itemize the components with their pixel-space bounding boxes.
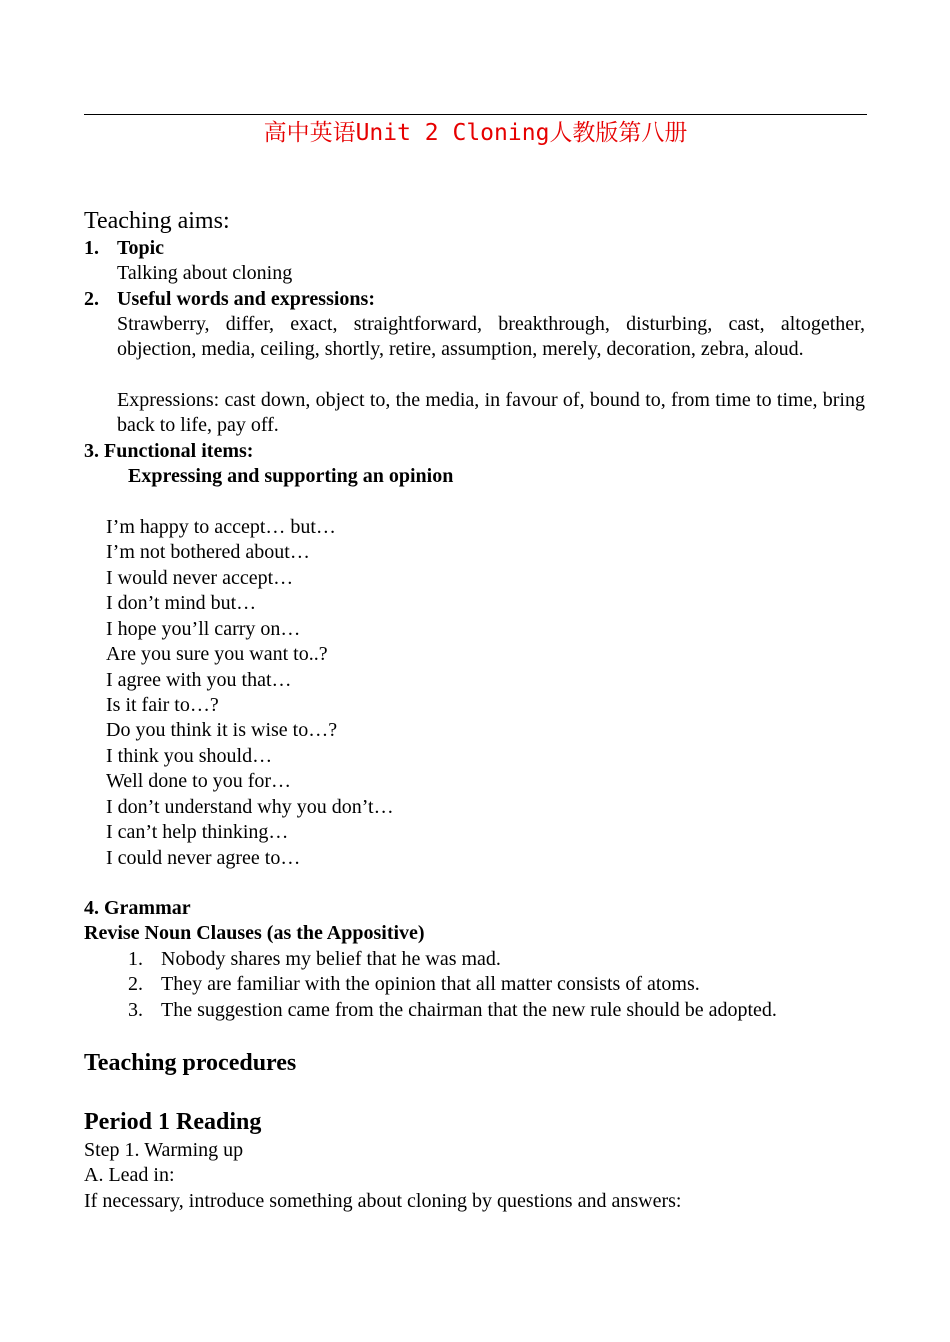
item-1-heading: Topic xyxy=(117,237,165,259)
period-heading: Period 1 Reading xyxy=(84,1109,262,1135)
phrase-item: Is it fair to…? xyxy=(106,694,219,716)
item-2-words: Strawberry, differ, exact, straightforward, breakthrough, disturbing, cast, altogether, objection, media, ceiling, shortly, retire, assumption, merely, decoration, zebra, aloud. xyxy=(117,313,865,361)
example-sentence: The suggestion came from the chairman that the new rule should be adopted. xyxy=(161,999,777,1021)
item-3-heading: 3. Functional items: xyxy=(84,440,254,462)
phrase-item: Are you sure you want to..? xyxy=(106,643,328,665)
item-2-expressions: Expressions: cast down, object to, the media, in favour of, bound to, from time to time, bring back to life, pay off. xyxy=(117,389,865,437)
phrase-item: Do you think it is wise to…? xyxy=(106,719,338,741)
example-sentence: Nobody shares my belief that he was mad. xyxy=(161,948,501,970)
example-number: 1. xyxy=(128,948,143,970)
item-2-number: 2. xyxy=(84,288,99,310)
phrase-item: I don’t mind but… xyxy=(106,592,257,614)
phrase-item: I don’t understand why you don’t… xyxy=(106,796,394,818)
phrase-item: I’m happy to accept… but… xyxy=(106,516,336,538)
item-4-subheading: Revise Noun Clauses (as the Appositive) xyxy=(84,922,425,944)
document-title: 高中英语Unit 2 Cloning人教版第八册 xyxy=(263,120,688,146)
aims-heading: Teaching aims: xyxy=(84,208,230,234)
phrase-item: I agree with you that… xyxy=(106,669,292,691)
phrase-item: I think you should… xyxy=(106,745,273,767)
procedures-heading: Teaching procedures xyxy=(84,1050,297,1076)
step-1-heading: Step 1. Warming up xyxy=(84,1139,244,1161)
item-3-subheading: Expressing and supporting an opinion xyxy=(128,465,454,487)
lead-in-label: A. Lead in: xyxy=(84,1164,175,1186)
example-number: 3. xyxy=(128,999,143,1021)
item-4-heading: 4. Grammar xyxy=(84,897,191,919)
item-2-heading: Useful words and expressions: xyxy=(117,288,375,310)
phrase-item: I’m not bothered about… xyxy=(106,541,310,563)
intro-text: If necessary, introduce something about cloning by questions and answers: xyxy=(84,1190,682,1212)
header-rule xyxy=(84,114,867,115)
phrase-item: I can’t help thinking… xyxy=(106,821,289,843)
phrase-item: Well done to you for… xyxy=(106,770,292,792)
phrase-item: I hope you’ll carry on… xyxy=(106,618,301,640)
phrase-item: I could never agree to… xyxy=(106,847,301,869)
example-number: 2. xyxy=(128,973,143,995)
phrase-item: I would never accept… xyxy=(106,567,294,589)
item-1-number: 1. xyxy=(84,237,99,259)
item-1-text: Talking about cloning xyxy=(117,262,293,284)
example-sentence: They are familiar with the opinion that all matter consists of atoms. xyxy=(161,973,700,995)
